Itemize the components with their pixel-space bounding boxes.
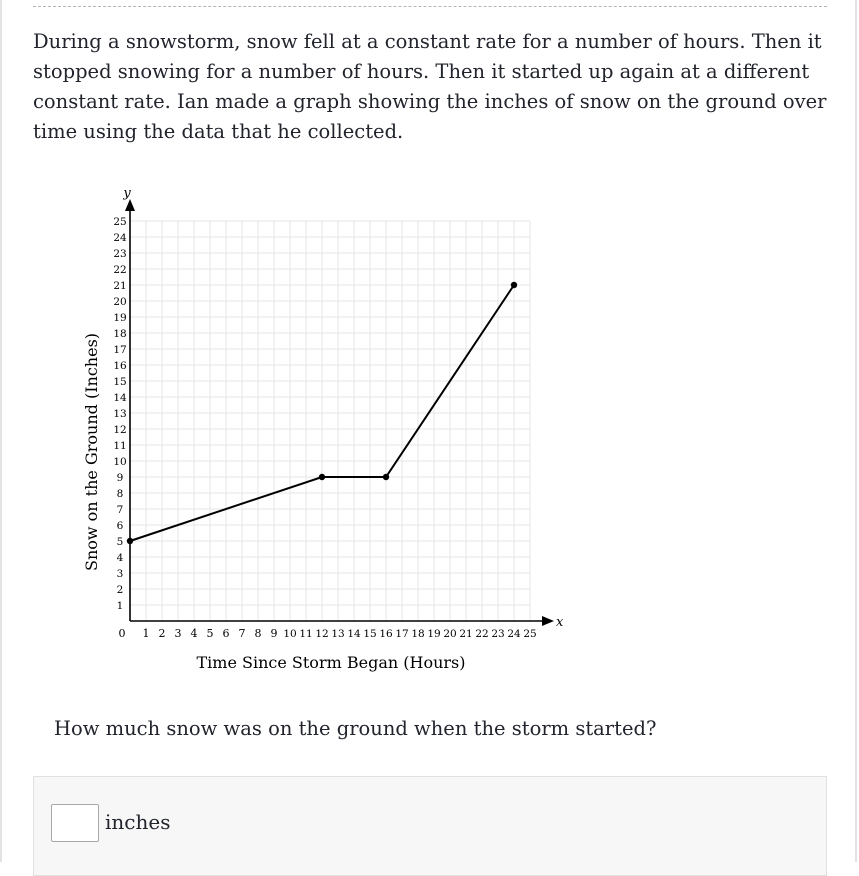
y-tick-label: 11 (113, 440, 127, 452)
y-tick-label: 19 (113, 312, 127, 324)
x-tick-label: 15 (363, 628, 377, 640)
y-tick-label: 2 (116, 584, 124, 596)
y-tick-label: 21 (113, 280, 127, 292)
y-tick-label: 6 (116, 520, 124, 532)
x-tick-label: 5 (206, 627, 214, 640)
problem-intro: During a snowstorm, snow fell at a constant rate for a number of hours. Then it stopped snowing for a number of hours. Then it started up again at a different constant rate. Ian made a graph showing the inches of snow on the ground over time using the data that he collected. (33, 30, 827, 143)
x-tick-label: 18 (411, 628, 425, 640)
y-tick-label: 14 (113, 392, 127, 404)
question-text: How much snow was on the ground when the storm started? (54, 717, 657, 740)
x-tick-label: 21 (459, 628, 473, 640)
x-tick-label: 1 (142, 627, 150, 640)
x-tick-label: 12 (315, 628, 329, 640)
x-axis-arrow (542, 616, 554, 626)
data-point (383, 474, 389, 480)
y-tick-label: 3 (116, 568, 124, 580)
x-tick-label: 2 (158, 627, 166, 640)
x-tick-label: 25 (523, 628, 537, 640)
x-tick-label: 22 (475, 628, 489, 640)
data-point (511, 282, 517, 288)
y-tick-label: 24 (113, 232, 127, 244)
x-tick-label: 23 (491, 628, 505, 640)
data-point (319, 474, 325, 480)
y-tick-label: 25 (113, 216, 127, 228)
tick-labels (113, 216, 536, 640)
data-point (127, 538, 133, 544)
answer-input[interactable] (51, 804, 99, 842)
top-divider (33, 6, 827, 7)
y-tick-label: 18 (113, 328, 127, 340)
x-axis-label: Time Since Storm Began (Hours) (196, 653, 466, 672)
x-tick-label: 13 (331, 628, 345, 640)
y-tick-label: 4 (116, 552, 124, 564)
y-tick-label: 17 (113, 344, 127, 356)
y-tick-label: 23 (113, 248, 127, 260)
y-tick-label: 7 (116, 504, 124, 516)
x-tick-label: 3 (174, 627, 182, 640)
y-tick-label: 22 (113, 264, 127, 276)
x-tick-label: 11 (299, 628, 313, 640)
x-tick-label: 10 (283, 628, 297, 640)
x-tick-label: 6 (222, 627, 230, 640)
y-tick-label: 9 (116, 472, 124, 484)
y-tick-label: 13 (113, 408, 127, 420)
y-tick-label: 16 (113, 360, 127, 372)
line-graph (80, 185, 580, 685)
x-tick-label: 19 (427, 628, 441, 640)
x-tick-label: 7 (238, 627, 246, 640)
y-tick-label: 8 (116, 488, 124, 500)
x-tick-label: 20 (443, 628, 457, 640)
x-axis-symbol: x (556, 615, 564, 630)
y-axis-symbol: y (123, 186, 131, 201)
y-tick-label: 1 (116, 600, 124, 612)
answer-unit-label: inches (105, 810, 171, 834)
x-tick-label: 4 (190, 627, 198, 640)
x-tick-label: 17 (395, 628, 409, 640)
answer-panel (33, 776, 827, 876)
y-tick-label: 5 (116, 536, 124, 548)
y-tick-label: 15 (113, 376, 127, 388)
x-tick-label: 9 (270, 627, 278, 640)
x-tick-label: 24 (507, 628, 521, 640)
x-tick-label: 16 (379, 628, 393, 640)
y-axis-label: Snow on the Ground (Inches) (82, 332, 101, 572)
grid-lines (130, 221, 530, 621)
origin-label: 0 (118, 627, 126, 640)
y-tick-label: 10 (113, 456, 127, 468)
x-tick-label: 14 (347, 628, 361, 640)
y-tick-label: 12 (113, 424, 127, 436)
x-tick-label: 8 (254, 627, 262, 640)
y-tick-label: 20 (113, 296, 127, 308)
